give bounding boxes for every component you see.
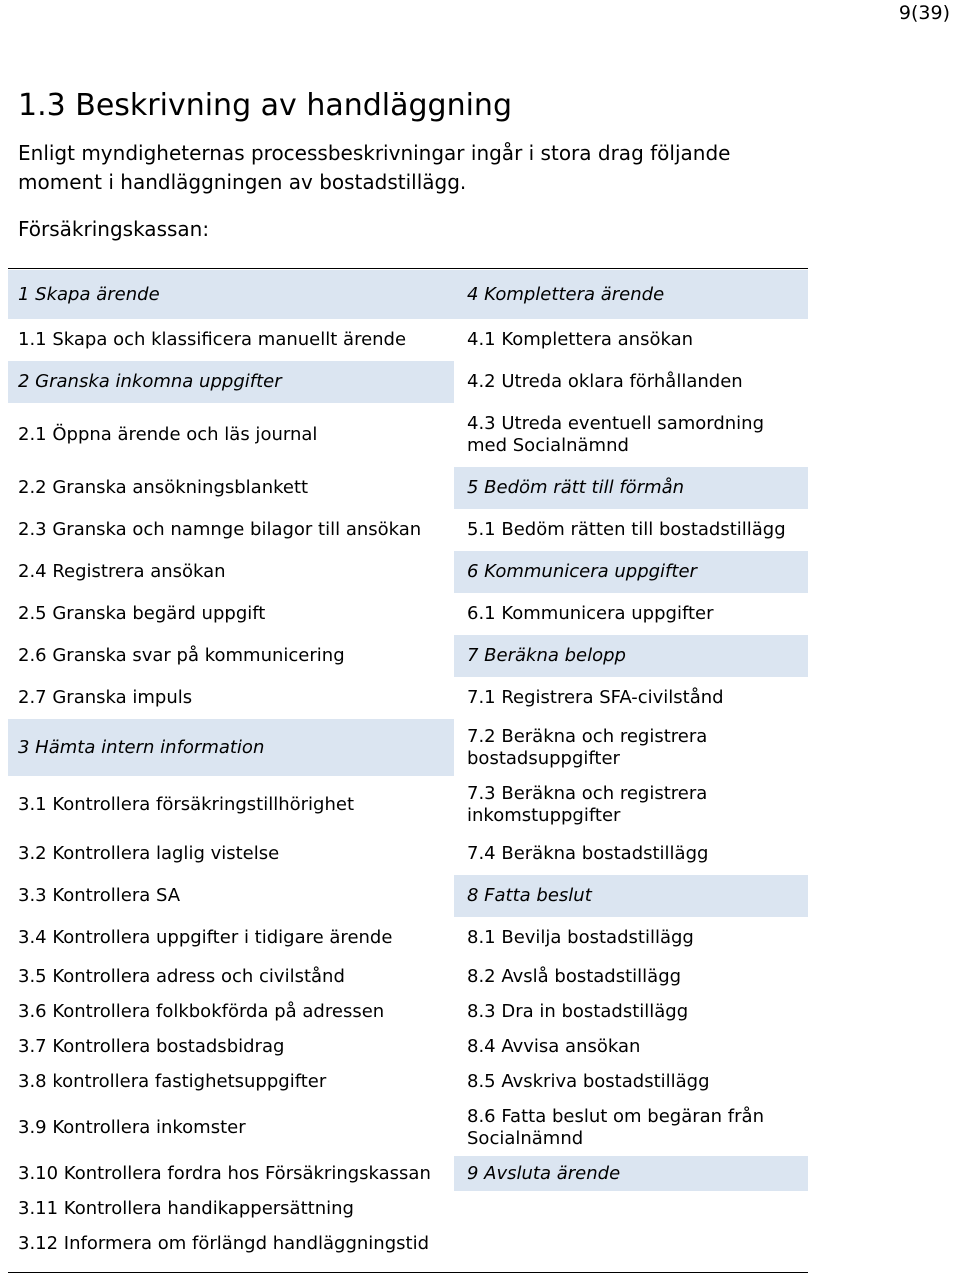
process-step-heading: 5 Bedöm rätt till förmån — [454, 467, 808, 509]
process-step-item: 3.2 Kontrollera laglig vistelse — [18, 843, 280, 864]
process-step-heading: 3 Hämta intern information — [8, 719, 454, 776]
process-step-heading: 1 Skapa ärende — [8, 270, 454, 319]
process-step-item: 7.3 Beräkna och registrera inkomstuppgifter — [467, 782, 708, 826]
process-step-heading: 6 Kommunicera uppgifter — [454, 551, 808, 593]
process-step-heading: 9 Avsluta ärende — [454, 1156, 808, 1191]
process-step-item: 8.4 Avvisa ansökan — [467, 1035, 641, 1057]
process-step-item: 8.1 Bevilja bostadstillägg — [467, 927, 694, 948]
table-top-rule — [8, 268, 808, 269]
process-step-item: 2.4 Registrera ansökan — [18, 561, 226, 582]
process-step-item: 3.1 Kontrollera försäkringstillhörighet — [18, 793, 355, 815]
intro-line-1: Enligt myndigheternas processbeskrivningar ingår i stora drag följande — [18, 141, 731, 165]
process-step-item: 3.3 Kontrollera SA — [18, 885, 181, 906]
process-step-item: 2.2 Granska ansökningsblankett — [18, 477, 309, 498]
intro-text — [18, 139, 918, 197]
process-step-item: 3.9 Kontrollera inkomster — [18, 1116, 246, 1138]
process-step-item: 2.1 Öppna ärende och läs journal — [18, 424, 318, 445]
process-step-item: 3.7 Kontrollera bostadsbidrag — [18, 1035, 285, 1057]
intro-line-2: moment i handläggningen av bostadstillägg. — [18, 170, 467, 194]
process-step-item: 8.5 Avskriva bostadstillägg — [467, 1070, 710, 1092]
table-left-column — [8, 270, 454, 1261]
process-step-item: 4.2 Utreda oklara förhållanden — [467, 371, 743, 392]
process-step-item: 5.1 Bedöm rätten till bostadstillägg — [467, 519, 786, 540]
process-step-item: 3.4 Kontrollera uppgifter i tidigare ärende — [18, 927, 393, 948]
subheading: Försäkringskassan: — [18, 217, 210, 241]
process-step-item: 7.4 Beräkna bostadstillägg — [467, 843, 709, 864]
process-step-item: 3.11 Kontrollera handikappersättning — [18, 1197, 354, 1219]
process-step-item: 1.1 Skapa och klassificera manuellt ärende — [18, 329, 407, 350]
process-step-item: 2.7 Granska impuls — [18, 687, 193, 708]
page-number: 9(39) — [898, 2, 950, 24]
process-step-heading: 8 Fatta beslut — [454, 875, 808, 917]
process-step-item: 3.12 Informera om förlängd handläggningstid — [18, 1232, 430, 1254]
process-step-item: 7.2 Beräkna och registrera bostadsuppgifter — [467, 725, 708, 769]
table-right-column — [454, 270, 808, 1191]
process-step-heading: 2 Granska inkomna uppgifter — [8, 361, 454, 403]
process-step-item: 3.6 Kontrollera folkbokförda på adressen — [18, 1000, 385, 1022]
process-step-heading: 4 Komplettera ärende — [454, 270, 808, 319]
process-step-item: 8.3 Dra in bostadstillägg — [467, 1000, 689, 1022]
process-step-heading: 7 Beräkna belopp — [454, 635, 808, 677]
process-step-item: 3.10 Kontrollera fordra hos Försäkringskassan — [18, 1162, 431, 1184]
table-bottom-rule — [8, 1272, 808, 1273]
process-step-item: 3.5 Kontrollera adress och civilstånd — [18, 965, 345, 987]
process-step-item: 8.2 Avslå bostadstillägg — [467, 965, 682, 987]
process-step-item: 6.1 Kommunicera uppgifter — [467, 603, 714, 624]
process-step-item: 8.6 Fatta beslut om begäran från Socialnämnd — [467, 1105, 764, 1149]
process-step-item: 4.3 Utreda eventuell samordning med Socialnämnd — [467, 413, 765, 456]
process-step-item: 4.1 Komplettera ansökan — [467, 329, 694, 350]
process-step-item: 7.1 Registrera SFA-civilstånd — [467, 687, 724, 708]
section-heading: 1.3 Beskrivning av handläggning — [18, 88, 512, 123]
process-step-item: 2.5 Granska begärd uppgift — [18, 603, 266, 624]
process-step-item: 2.6 Granska svar på kommunicering — [18, 645, 345, 666]
process-step-item: 2.3 Granska och namnge bilagor till ansökan — [18, 519, 422, 540]
process-step-item: 3.8 kontrollera fastighetsuppgifter — [18, 1070, 327, 1092]
